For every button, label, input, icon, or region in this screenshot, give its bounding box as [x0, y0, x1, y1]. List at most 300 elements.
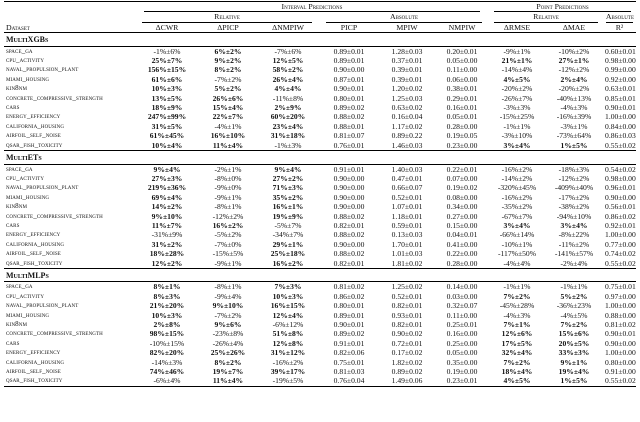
- table-cell: 61%±45%: [149, 131, 185, 141]
- dataset-name: space_ga: [6, 282, 33, 291]
- table-cell: 0.27±0.00: [446, 211, 478, 221]
- table-cell: 1.00±0.00: [605, 112, 636, 122]
- table-cell: 18%±4%: [501, 367, 533, 377]
- table-cell: 0.38±0.01: [446, 84, 478, 94]
- table-row: [4, 46, 636, 56]
- table-cell: 1.00±0.00: [605, 301, 636, 311]
- table-cell: -14%±3%: [151, 357, 183, 367]
- column-header-row: [4, 23, 636, 33]
- table-cell: -45%±28%: [499, 301, 535, 311]
- table-cell: 0.05±0.01: [446, 112, 478, 122]
- table-cell: 19%±7%: [212, 367, 244, 377]
- table-cell: -5%±2%: [214, 230, 242, 240]
- table-cell: -320%±45%: [497, 183, 537, 193]
- table-cell: 0.55±0.02: [605, 140, 636, 150]
- table-cell: -9%±0%: [214, 183, 242, 193]
- table-cell: 7%±2%: [560, 320, 588, 329]
- table-cell: -8%±22%: [558, 230, 590, 240]
- table-cell: 12%±5%: [272, 56, 304, 66]
- table-cell: -10%±15%: [149, 338, 185, 348]
- table-cell: 0.98±0.00: [605, 173, 636, 183]
- table-cell: 0.75±0.01: [605, 282, 636, 292]
- table-cell: -1%±1%: [560, 282, 588, 292]
- table-cell: 0.47±0.01: [391, 173, 423, 183]
- table-cell: 60%±20%: [270, 112, 306, 122]
- dataset-name: cars: [6, 338, 20, 347]
- table-cell: 1.17±0.02: [391, 121, 423, 131]
- dataset-name: naval_propulsion_plant: [6, 183, 79, 192]
- table-cell: -14%±2%: [501, 173, 533, 183]
- table-cell: 12%±6%: [501, 329, 533, 339]
- column-header: ΔPICP: [199, 23, 257, 33]
- column-header: NMPIW: [435, 23, 489, 33]
- table-cell: 0.90±0.00: [605, 338, 636, 348]
- table-cell: 0.89±0.01: [333, 46, 365, 56]
- table-cell: -9%±1%: [214, 258, 242, 268]
- table-cell: 12%±2%: [151, 258, 183, 268]
- table-cell: 0.82±0.06: [333, 348, 365, 358]
- table-cell: -2%±1%: [214, 164, 242, 174]
- table-cell: 4%±5%: [489, 376, 545, 386]
- header-subgroup-row: [4, 12, 636, 22]
- table-cell: 15%±6%: [558, 329, 590, 339]
- table-cell: 0.56±0.01: [605, 202, 636, 212]
- table-cell: -34%±7%: [272, 230, 304, 240]
- table-cell: 0.86±0.02: [333, 291, 365, 301]
- table-cell: -35%±2%: [501, 202, 533, 212]
- table-cell: 5%±2%: [214, 84, 242, 94]
- table-cell: 0.90±0.00: [333, 192, 365, 202]
- table-cell: 18%±28%: [149, 249, 185, 259]
- table-cell: 0.14±0.00: [446, 282, 478, 292]
- table-row: [4, 367, 636, 376]
- table-cell: -16%±2%: [501, 192, 533, 202]
- table-cell: -4%±1%: [214, 121, 242, 131]
- table-cell: 0.16±0.04: [391, 112, 423, 122]
- table-cell: 6%±2%: [214, 46, 242, 56]
- table-cell: 27%±2%: [272, 173, 304, 183]
- table-cell: 0.90±0.00: [333, 202, 365, 212]
- table-cell: -16%±39%: [556, 112, 592, 122]
- table-cell: 0.11±0.00: [446, 65, 478, 75]
- table-cell: -66%±14%: [499, 230, 535, 240]
- table-cell: 0.97±0.00: [605, 291, 636, 301]
- table-cell: 0.22±0.01: [446, 164, 478, 174]
- dataset-name: california_housing: [6, 239, 65, 248]
- table-row: [4, 320, 636, 329]
- table-cell: 7%±1%: [503, 320, 531, 329]
- table-cell: 0.89±0.22: [391, 131, 423, 141]
- dataset-name: space_ga: [6, 46, 33, 55]
- table-cell: 0.88±0.02: [333, 211, 365, 221]
- section-title: MultiMLPs: [4, 268, 636, 281]
- table-cell: -67%±7%: [501, 211, 533, 221]
- table-row: [4, 94, 636, 103]
- table-cell: 0.23±0.01: [435, 376, 489, 386]
- table-cell: -17%±2%: [558, 192, 590, 202]
- table-cell: 0.91±0.00: [605, 367, 636, 377]
- table-cell: 0.11±0.00: [446, 310, 478, 320]
- table-cell: 1.49±0.06: [379, 376, 435, 386]
- table-cell: 0.15±0.00: [446, 220, 478, 230]
- table-cell: 0.84±0.00: [605, 121, 636, 131]
- section-title: MultiXGBs: [4, 33, 636, 46]
- table-cell: 35%±2%: [272, 192, 304, 202]
- table-cell: -7%±0%: [214, 239, 242, 249]
- table-cell: 10%±3%: [272, 291, 304, 301]
- table-cell: 0.88±0.00: [605, 310, 636, 320]
- table-row: [4, 193, 636, 202]
- table-cell: 247%±99%: [147, 112, 187, 122]
- table-cell: 74%±46%: [149, 367, 185, 377]
- table-cell: 31%±5%: [151, 121, 183, 131]
- table-cell: 23%±4%: [272, 121, 304, 131]
- table-cell: -6%±12%: [272, 320, 304, 329]
- table-cell: 3%±4%: [503, 220, 531, 230]
- table-cell: 0.63±0.02: [391, 103, 423, 113]
- section-header-row: [4, 151, 636, 164]
- table-cell: 0.86±0.03: [605, 131, 636, 141]
- table-cell: 11%±4%: [212, 140, 244, 150]
- table-cell: 0.89±0.02: [333, 329, 365, 339]
- table-row: [4, 65, 636, 74]
- table-cell: -7%±2%: [214, 310, 242, 320]
- table-cell: 16%±10%: [210, 131, 246, 141]
- table-cell: 0.90±0.01: [605, 329, 636, 339]
- table-cell: 0.29±0.01: [446, 93, 478, 103]
- table-cell: -11%±8%: [272, 93, 304, 103]
- table-cell: 0.81±0.07: [333, 131, 365, 141]
- dataset-name: airfoil_self_noise: [6, 367, 61, 376]
- table-cell: -38%±2%: [558, 202, 590, 212]
- table-cell: 1.81±0.02: [391, 258, 423, 268]
- table-cell: -1%±3%: [274, 140, 302, 150]
- dataset-name: qsar_fish_toxicity: [4, 376, 135, 386]
- column-header: ΔRMSE: [489, 23, 545, 33]
- column-header: Dataset: [4, 23, 135, 33]
- table-cell: -12%±2%: [212, 211, 244, 221]
- table-cell: -6%±4%: [135, 376, 199, 386]
- table-cell: 0.52±0.01: [391, 192, 423, 202]
- table-cell: 71%±3%: [272, 183, 304, 193]
- table-cell: -1%±1%: [503, 121, 531, 131]
- table-cell: 0.23±0.00: [446, 140, 478, 150]
- table-cell: -12%±2%: [558, 65, 590, 75]
- table-cell: 0.55±0.02: [605, 376, 636, 386]
- table-cell: -11%±2%: [558, 239, 590, 249]
- table-cell: -9%±4%: [214, 291, 242, 301]
- table-row: [4, 329, 636, 338]
- table-cell: 9%±10%: [151, 211, 183, 221]
- table-cell: 0.88±0.01: [333, 121, 365, 131]
- section-header-row: [4, 268, 636, 281]
- table-row: [4, 249, 636, 258]
- table-cell: 2%±9%: [274, 103, 302, 113]
- table-cell: -15%±5%: [212, 249, 244, 259]
- table-cell: -4%±4%: [503, 258, 531, 268]
- table-cell: 0.25±0.00: [446, 338, 478, 348]
- table-cell: 9%±10%: [212, 301, 244, 311]
- table-cell: 8%±2%: [214, 357, 242, 367]
- table-cell: 1%±5%: [560, 140, 588, 150]
- table-cell: 21%±1%: [501, 56, 533, 66]
- table-cell: 12%±8%: [272, 338, 304, 348]
- table-cell: 33%±3%: [558, 348, 590, 358]
- table-cell: 0.99±0.00: [605, 65, 636, 75]
- dataset-name: cars: [6, 220, 20, 229]
- table-cell: -8%±0%: [214, 173, 242, 183]
- table-cell: -16%±2%: [272, 357, 304, 367]
- table-row: [4, 221, 636, 230]
- dataset-name: miami_housing: [6, 192, 50, 201]
- table-row: [4, 112, 636, 121]
- table-cell: 27%±3%: [151, 173, 183, 183]
- table-cell: 39%±17%: [270, 367, 306, 377]
- table-cell: 31%±12%: [270, 348, 306, 358]
- table-cell: -20%±2%: [501, 84, 533, 94]
- table-cell: 0.16±0.01: [446, 103, 478, 113]
- table-cell: 0.60±0.01: [605, 46, 636, 56]
- table-cell: 9%±6%: [214, 320, 242, 329]
- table-cell: 69%±4%: [151, 192, 183, 202]
- table-row: [4, 301, 636, 310]
- dataset-name: energy_efficiency: [6, 348, 61, 357]
- table-cell: 58%±2%: [272, 65, 304, 75]
- table-cell: -31%±9%: [151, 230, 183, 240]
- table-cell: 0.76±0.04: [319, 376, 379, 386]
- table-cell: 7%±2%: [503, 291, 531, 301]
- table-cell: 1.18±0.01: [391, 211, 423, 221]
- table-cell: 0.25±0.01: [446, 320, 478, 329]
- table-cell: 0.82±0.01: [391, 301, 423, 311]
- table-cell: -409%±40%: [554, 183, 594, 193]
- table-cell: 0.82±0.01: [333, 220, 365, 230]
- table-cell: 3%±4%: [503, 140, 531, 150]
- table-cell: 13%±5%: [151, 93, 183, 103]
- table-cell: 0.35±0.00: [446, 357, 478, 367]
- table-cell: 0.74±0.02: [605, 249, 636, 259]
- dataset-name: kin8nm: [6, 202, 28, 211]
- table-cell: 61%±6%: [151, 74, 183, 84]
- table-cell: 219%±36%: [147, 183, 187, 193]
- table-cell: 27%±1%: [558, 56, 590, 66]
- table-row: [4, 240, 636, 249]
- table-row: [4, 259, 636, 269]
- table-cell: 7%±2%: [503, 357, 531, 367]
- table-cell: 0.75±0.01: [333, 357, 365, 367]
- table-cell: 0.63±0.01: [605, 84, 636, 94]
- table-row: [4, 212, 636, 221]
- table-cell: -10%±1%: [501, 239, 533, 249]
- table-cell: -3%±1%: [560, 121, 588, 131]
- table-cell: 0.85±0.01: [605, 93, 636, 103]
- table-cell: 0.19±0.05: [446, 131, 478, 141]
- table-cell: 3%±4%: [560, 220, 588, 230]
- dataset-name: cars: [6, 103, 20, 112]
- table-cell: 12%±4%: [272, 310, 304, 320]
- table-cell: -12%±2%: [558, 173, 590, 183]
- table-cell: 0.19±0.02: [446, 183, 478, 193]
- table-cell: -16%±2%: [501, 164, 533, 174]
- table-cell: 0.52±0.01: [391, 291, 423, 301]
- table-cell: 0.88±0.02: [333, 249, 365, 259]
- table-cell: 0.41±0.00: [446, 239, 478, 249]
- table-cell: 9%±2%: [214, 56, 242, 66]
- table-cell: 0.91±0.01: [333, 338, 365, 348]
- table-cell: 0.93±0.01: [391, 310, 423, 320]
- table-cell: 0.17±0.02: [391, 348, 423, 358]
- table-cell: 2%±8%: [153, 320, 181, 329]
- table-cell: 0.05±0.00: [446, 56, 478, 66]
- table-cell: 0.77±0.00: [605, 239, 636, 249]
- table-cell: 1.40±0.03: [391, 164, 423, 174]
- table-cell: 0.89±0.02: [333, 103, 365, 113]
- table-cell: 0.76±0.01: [333, 140, 365, 150]
- table-cell: 17%±5%: [501, 338, 533, 348]
- table-cell: 2%±4%: [560, 74, 588, 84]
- dataset-name: concrete_compressive_strength: [6, 93, 103, 102]
- table-row: [4, 56, 636, 65]
- table-cell: 0.81±0.02: [605, 320, 636, 329]
- table-cell: 10%±4%: [151, 140, 183, 150]
- table-cell: 0.90±0.01: [333, 84, 365, 94]
- table-cell: 0.07±0.00: [446, 173, 478, 183]
- table-cell: 1.70±0.01: [391, 239, 423, 249]
- dataset-name: energy_efficiency: [6, 112, 61, 121]
- table-row: [4, 230, 636, 239]
- table-cell: -73%±64%: [556, 131, 592, 141]
- table-cell: 82%±20%: [149, 348, 185, 358]
- results-table: [4, 1, 636, 387]
- table-cell: 26%±6%: [212, 93, 244, 103]
- interval-predictions-header: Interval Predictions: [144, 2, 480, 12]
- absolute-header: Absolute: [326, 12, 482, 22]
- column-header: ΔCWR: [135, 23, 199, 33]
- table-row: [4, 282, 636, 292]
- table-cell: 1.00±0.00: [605, 230, 636, 240]
- table-cell: 4%±5%: [503, 74, 531, 84]
- table-cell: 0.82±0.01: [391, 320, 423, 329]
- table-cell: 1.01±0.03: [391, 249, 423, 259]
- table-cell: -3%±10%: [501, 131, 533, 141]
- table-cell: 0.08±0.00: [446, 192, 478, 202]
- table-cell: -26%±4%: [212, 338, 244, 348]
- table-cell: 0.90±0.02: [391, 329, 423, 339]
- table-cell: 0.34±0.00: [446, 202, 478, 212]
- dataset-name: energy_efficiency: [6, 230, 61, 239]
- table-cell: 0.90±0.01: [333, 320, 365, 329]
- table-cell: 1.20±0.02: [391, 84, 423, 94]
- dataset-name: space_ga: [6, 164, 33, 173]
- table-row: [4, 348, 636, 357]
- table-cell: 10%±3%: [151, 84, 183, 94]
- table-cell: 0.81±0.03: [333, 367, 365, 377]
- table-cell: 0.92±0.00: [605, 74, 636, 84]
- column-header: ΔNMPIW: [257, 23, 319, 33]
- table-row: [4, 103, 636, 112]
- table-cell: 5%±2%: [560, 291, 588, 301]
- table-cell: 1.82±0.02: [391, 357, 423, 367]
- table-cell: 1.07±0.01: [391, 202, 423, 212]
- table-cell: 0.80±0.00: [605, 357, 636, 367]
- table-cell: -7%±2%: [214, 74, 242, 84]
- absolute-point-header: Absolute: [605, 12, 635, 22]
- table-cell: 8%±2%: [214, 65, 242, 75]
- table-cell: 0.32±0.07: [446, 301, 478, 311]
- table-cell: 0.80±0.01: [333, 93, 365, 103]
- table-cell: -1%±6%: [153, 46, 181, 56]
- table-cell: -1%±1%: [503, 282, 531, 292]
- table-cell: -26%±7%: [501, 93, 533, 103]
- table-cell: 0.90±0.00: [605, 192, 636, 202]
- table-row: [4, 122, 636, 131]
- dataset-name: cpu_activity: [6, 291, 45, 300]
- table-cell: 1.25±0.02: [391, 282, 423, 292]
- table-cell: 0.90±0.00: [333, 239, 365, 249]
- table-cell: 9%±4%: [274, 164, 302, 174]
- table-cell: 4%±4%: [274, 84, 302, 94]
- relative-point-header: Relative: [494, 12, 597, 22]
- table-cell: 25%±7%: [151, 56, 183, 66]
- table-cell: 21%±20%: [149, 301, 185, 311]
- table-cell: 1.00±0.00: [605, 348, 636, 358]
- dataset-name: qsar_fish_toxicity: [6, 258, 63, 267]
- dataset-name: miami_housing: [6, 310, 50, 319]
- dataset-name: cpu_activity: [6, 173, 45, 182]
- table-cell: 156%±15%: [147, 65, 187, 75]
- point-predictions-header: Point Predictions: [494, 2, 631, 12]
- dataset-name: naval_propulsion_plant: [6, 65, 79, 74]
- table-cell: 16%±15%: [270, 301, 306, 311]
- table-cell: 0.96±0.01: [605, 183, 636, 193]
- table-cell: -40%±13%: [556, 93, 592, 103]
- table-cell: 8%±3%: [153, 291, 181, 301]
- dataset-name: cpu_activity: [6, 56, 45, 65]
- table-row: [4, 311, 636, 320]
- table-cell: 22%±7%: [212, 112, 244, 122]
- table-cell: 11%±4%: [199, 376, 257, 386]
- table-cell: 26%±4%: [272, 74, 304, 84]
- table-cell: 0.39±0.01: [391, 65, 423, 75]
- dataset-name: kin8nm: [6, 320, 28, 328]
- table-cell: -141%±57%: [554, 249, 594, 259]
- table-cell: -9%±1%: [503, 46, 531, 56]
- table-cell: 0.19±0.00: [446, 367, 478, 377]
- table-cell: -3%±3%: [503, 103, 531, 113]
- table-row: [4, 84, 636, 93]
- table-cell: 0.89±0.01: [333, 310, 365, 320]
- table-cell: -15%±25%: [499, 112, 535, 122]
- column-header: R²: [603, 23, 636, 33]
- table-cell: 0.37±0.01: [391, 56, 423, 66]
- dataset-name: miami_housing: [6, 74, 50, 83]
- table-cell: 1.46±0.03: [391, 140, 423, 150]
- section-title: MultiETs: [4, 151, 636, 164]
- dataset-name: california_housing: [6, 357, 65, 366]
- table-cell: 0.90±0.00: [333, 65, 365, 75]
- table-cell: -2%±4%: [560, 258, 588, 268]
- table-cell: 0.82±0.01: [333, 258, 365, 268]
- table-row: [4, 339, 636, 348]
- table-cell: 0.54±0.02: [605, 164, 636, 174]
- table-cell: 0.28±0.00: [446, 121, 478, 131]
- table-cell: -4%±3%: [560, 103, 588, 113]
- table-cell: 98%±15%: [149, 329, 185, 339]
- table-cell: 0.90±0.01: [605, 103, 636, 113]
- table-cell: 0.88±0.02: [333, 112, 365, 122]
- table-cell: 19%±4%: [558, 367, 590, 377]
- table-row: [4, 376, 636, 386]
